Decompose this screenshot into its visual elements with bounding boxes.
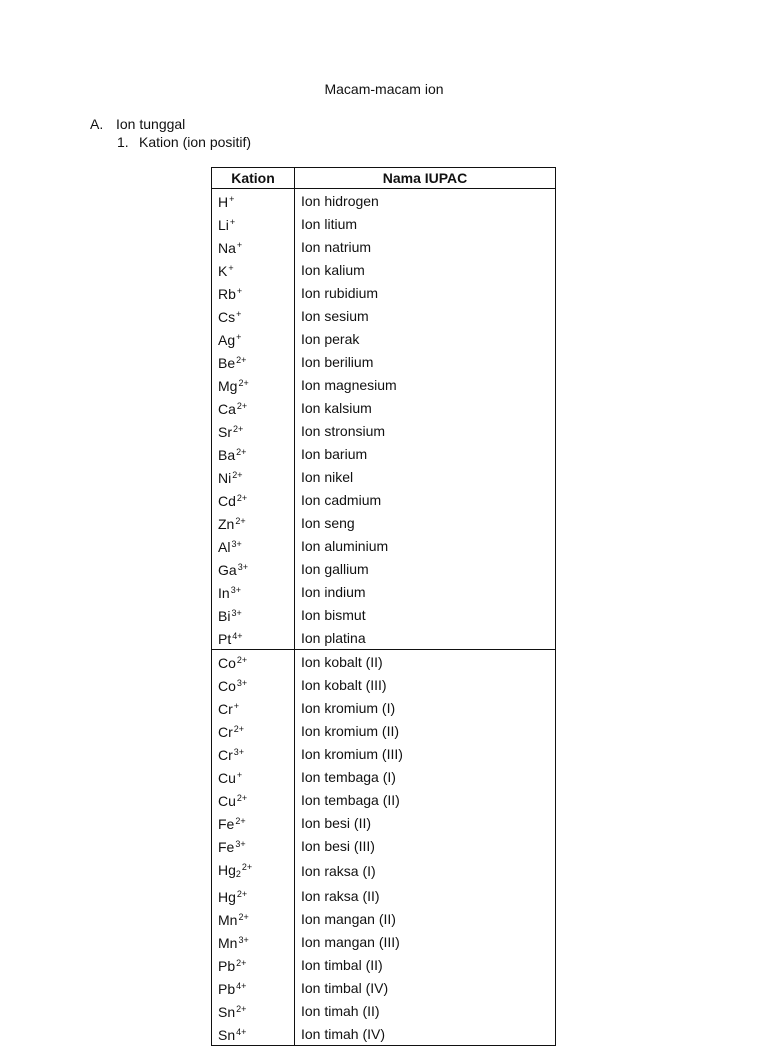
ion-symbol: Sr xyxy=(218,424,232,440)
table-row xyxy=(212,304,556,327)
ion-charge: 4+ xyxy=(236,981,247,991)
table-row xyxy=(212,350,556,373)
ion-symbol: Cr xyxy=(218,747,233,763)
ion-charge: 2+ xyxy=(233,424,244,434)
ion-charge: + xyxy=(236,770,243,780)
kation-cell xyxy=(212,811,295,834)
table-row xyxy=(212,511,556,534)
ion-charge: 2+ xyxy=(236,447,247,457)
ion-charge: 3+ xyxy=(236,678,248,688)
ion-symbol: Mn xyxy=(218,912,238,928)
ion-symbol: Hg xyxy=(218,862,236,878)
iupac-name-cell: Ion besi (III) xyxy=(301,837,375,854)
ion-charge: + xyxy=(228,263,234,273)
iupac-name-cell: Ion kromium (II) xyxy=(301,722,400,739)
ion-charge: 3+ xyxy=(238,935,249,945)
iupac-name-cell: Ion timbal (II) xyxy=(301,956,383,973)
kation-cell xyxy=(212,719,295,742)
ion-charge: 2+ xyxy=(233,724,245,734)
kation-cell xyxy=(212,696,295,719)
table-row xyxy=(212,930,556,953)
iupac-name-cell: Ion timbal (IV) xyxy=(301,979,389,996)
ion-symbol: Be xyxy=(218,355,236,371)
kation-cell xyxy=(212,235,295,258)
kation-cell xyxy=(212,465,295,488)
ion-subscript: 2 xyxy=(235,869,241,879)
table-row xyxy=(212,765,556,788)
ion-charge: + xyxy=(236,240,243,250)
table-row xyxy=(212,999,556,1022)
iupac-name-cell: Ion tembaga (I) xyxy=(301,768,396,785)
kation-cell xyxy=(212,396,295,419)
kation-cell xyxy=(212,788,295,811)
table-body xyxy=(212,189,556,1046)
table-row xyxy=(212,465,556,488)
header-nama-iupac: Nama IUPAC xyxy=(295,168,556,189)
table-row xyxy=(212,603,556,626)
ion-charge: 3+ xyxy=(237,562,248,572)
iupac-name-cell: Ion timah (II) xyxy=(301,1002,380,1019)
ion-symbol: Cd xyxy=(218,493,236,509)
kation-cell xyxy=(212,857,295,884)
table-row xyxy=(212,834,556,857)
ion-symbol: Cr xyxy=(218,701,233,717)
table-row xyxy=(212,396,556,419)
section-label: Ion tunggal xyxy=(116,116,186,132)
iupac-name-cell: Ion gallium xyxy=(301,560,369,577)
subsection-heading xyxy=(117,133,251,151)
ion-charge: 2+ xyxy=(235,516,246,526)
iupac-name-cell: Ion kalsium xyxy=(301,399,372,416)
kation-cell xyxy=(212,884,295,907)
kation-cell xyxy=(212,373,295,396)
iupac-name-cell: Ion bismut xyxy=(301,606,366,623)
ion-symbol: Mn xyxy=(218,935,238,951)
iupac-name-cell: Ion hidrogen xyxy=(301,192,379,209)
ion-symbol: Pb xyxy=(218,981,236,997)
iupac-name-cell: Ion kromium (III) xyxy=(301,745,403,762)
kation-cell xyxy=(212,212,295,235)
iupac-name-cell: Ion tembaga (II) xyxy=(301,791,400,808)
iupac-name-cell: Ion raksa (II) xyxy=(301,887,380,904)
ion-charge: 2+ xyxy=(236,1004,247,1014)
ion-symbol: Cr xyxy=(218,724,233,740)
iupac-name-cell: Ion stronsium xyxy=(301,422,386,439)
ion-charge: 2+ xyxy=(236,355,247,365)
table-header-row xyxy=(212,168,556,189)
ion-symbol: Zn xyxy=(218,516,235,532)
table-row xyxy=(212,788,556,811)
ion-charge: 2+ xyxy=(236,889,248,899)
table-row xyxy=(212,907,556,930)
ion-symbol: Bi xyxy=(218,608,231,624)
ion-charge: 2+ xyxy=(232,470,243,480)
ion-symbol: Li xyxy=(218,217,229,233)
kation-cell xyxy=(212,580,295,603)
table-row xyxy=(212,235,556,258)
iupac-name-cell: Ion kobalt (III) xyxy=(301,676,387,693)
ion-symbol: Ag xyxy=(218,332,236,348)
table-row xyxy=(212,976,556,999)
ion-charge: + xyxy=(229,217,236,227)
kation-cell xyxy=(212,1022,295,1046)
ion-symbol: Co xyxy=(218,655,236,671)
ion-charge: + xyxy=(236,332,242,342)
ion-symbol: Ca xyxy=(218,401,236,417)
iupac-name-cell: Ion platina xyxy=(301,629,366,646)
table-row xyxy=(212,696,556,719)
table-row xyxy=(212,857,556,884)
ion-charge: 4+ xyxy=(232,631,243,641)
iupac-name-cell: Ion indium xyxy=(301,583,366,600)
ion-symbol: Cs xyxy=(218,309,236,325)
subsection-marker: 1. xyxy=(117,134,129,150)
ion-symbol: Mg xyxy=(218,378,238,394)
ion-symbol: Co xyxy=(218,678,236,694)
ion-charge: 3+ xyxy=(231,608,242,618)
iupac-name-cell: Ion kobalt (II) xyxy=(295,650,556,674)
kation-cell xyxy=(212,304,295,327)
table-row xyxy=(212,626,556,650)
ion-symbol: Na xyxy=(218,240,236,256)
ion-charge: 2+ xyxy=(236,493,248,503)
iupac-name-cell: Ion perak xyxy=(301,330,360,347)
iupac-name-cell: Ion seng xyxy=(301,514,355,531)
table-row xyxy=(212,742,556,765)
ion-charge: 3+ xyxy=(230,585,241,595)
iupac-name-cell: Ion timah (IV) xyxy=(301,1025,386,1042)
kation-cell xyxy=(212,765,295,788)
ion-charge: + xyxy=(233,701,240,711)
iupac-name-cell: Ion nikel xyxy=(301,468,354,485)
iupac-name-cell: Ion aluminium xyxy=(301,537,389,554)
kation-cell xyxy=(212,650,295,674)
ion-symbol: Sn xyxy=(218,1004,236,1020)
table-row xyxy=(212,811,556,834)
header-kation: Kation xyxy=(212,168,295,189)
table-row xyxy=(212,327,556,350)
ion-charge: 2+ xyxy=(238,912,249,922)
ion-charge: + xyxy=(229,194,235,204)
table-row xyxy=(212,650,556,674)
ion-symbol: Ga xyxy=(218,562,237,578)
table-row xyxy=(212,212,556,235)
ion-symbol: Cu xyxy=(218,770,236,786)
subsection-label: Kation (ion positif) xyxy=(139,134,252,150)
ion-symbol: Fe xyxy=(218,816,235,832)
ion-symbol: Ba xyxy=(218,447,236,463)
kation-cell xyxy=(212,350,295,373)
ion-symbol: H xyxy=(218,194,229,210)
ion-symbol: In xyxy=(218,585,230,601)
iupac-name-cell: Ion barium xyxy=(301,445,368,462)
iupac-name-cell: Ion natrium xyxy=(301,238,372,255)
kation-cell xyxy=(212,419,295,442)
ion-charge: 4+ xyxy=(236,1027,247,1037)
ion-symbol: Rb xyxy=(218,286,236,302)
table-row xyxy=(212,719,556,742)
kation-cell xyxy=(212,834,295,857)
table-row xyxy=(212,580,556,603)
iupac-name-cell: Ion mangan (III) xyxy=(301,933,400,950)
ion-charge: 3+ xyxy=(235,839,246,849)
ion-charge: 3+ xyxy=(233,747,245,757)
kation-cell xyxy=(212,673,295,696)
page-title: Macam-macam ion xyxy=(324,81,444,97)
ion-charge: 2+ xyxy=(238,378,249,388)
ion-symbol: Hg xyxy=(218,889,236,905)
ion-charge: + xyxy=(236,286,243,296)
kation-cell xyxy=(212,258,295,281)
kation-cell xyxy=(212,742,295,765)
iupac-name-cell: Ion rubidium xyxy=(301,284,379,301)
table-row xyxy=(212,373,556,396)
ion-symbol: Sn xyxy=(218,1027,236,1043)
ion-charge: 2+ xyxy=(236,655,248,665)
kation-cell xyxy=(212,930,295,953)
ion-charge: 2+ xyxy=(241,862,253,872)
ion-symbol: Al xyxy=(218,539,231,555)
ion-symbol: Ni xyxy=(218,470,232,486)
ion-symbol: K xyxy=(218,263,228,279)
table-row xyxy=(212,488,556,511)
iupac-name-cell: Ion mangan (II) xyxy=(301,910,396,927)
kation-cell xyxy=(212,327,295,350)
table-row xyxy=(212,258,556,281)
iupac-name-cell: Ion kalium xyxy=(301,261,365,278)
kation-cell xyxy=(212,442,295,465)
kation-cell xyxy=(212,557,295,580)
table-row xyxy=(212,884,556,907)
table-row xyxy=(212,534,556,557)
ion-charge: 2+ xyxy=(236,401,248,411)
kation-cell xyxy=(212,999,295,1022)
table-row xyxy=(212,281,556,304)
ion-symbol: Pt xyxy=(218,631,232,647)
kation-cell xyxy=(212,281,295,304)
kation-cell xyxy=(212,907,295,930)
iupac-name-cell: Ion berilium xyxy=(301,353,374,370)
kation-cell xyxy=(212,488,295,511)
kation-cell xyxy=(212,953,295,976)
ion-symbol: Cu xyxy=(218,793,236,809)
ion-charge: 3+ xyxy=(231,539,242,549)
table-row xyxy=(212,419,556,442)
table-row xyxy=(212,953,556,976)
iupac-name-cell: Ion kromium (I) xyxy=(301,699,396,716)
table-row xyxy=(212,442,556,465)
table-row xyxy=(212,557,556,580)
cation-table xyxy=(211,167,556,1046)
iupac-name-cell: Ion raksa (I) xyxy=(301,862,376,879)
kation-cell xyxy=(212,603,295,626)
kation-cell xyxy=(212,534,295,557)
kation-cell xyxy=(212,189,295,213)
ion-charge: 2+ xyxy=(235,816,246,826)
iupac-name-cell: Ion litium xyxy=(301,215,358,232)
ion-symbol: Pb xyxy=(218,958,236,974)
ion-charge: 2+ xyxy=(236,958,247,968)
section-marker: A. xyxy=(90,116,104,132)
section-heading xyxy=(90,115,185,133)
ion-charge: 2+ xyxy=(236,793,248,803)
ion-symbol: Fe xyxy=(218,839,235,855)
table-row xyxy=(212,673,556,696)
table-row xyxy=(212,1022,556,1046)
iupac-name-cell: Ion cadmium xyxy=(301,491,382,508)
iupac-name-cell: Ion besi (II) xyxy=(301,814,372,831)
kation-cell xyxy=(212,511,295,534)
ion-charge: + xyxy=(236,309,242,319)
kation-cell xyxy=(212,626,295,650)
iupac-name-cell: Ion magnesium xyxy=(301,376,397,393)
table-row xyxy=(212,189,556,213)
iupac-name-cell: Ion sesium xyxy=(301,307,369,324)
kation-cell xyxy=(212,976,295,999)
